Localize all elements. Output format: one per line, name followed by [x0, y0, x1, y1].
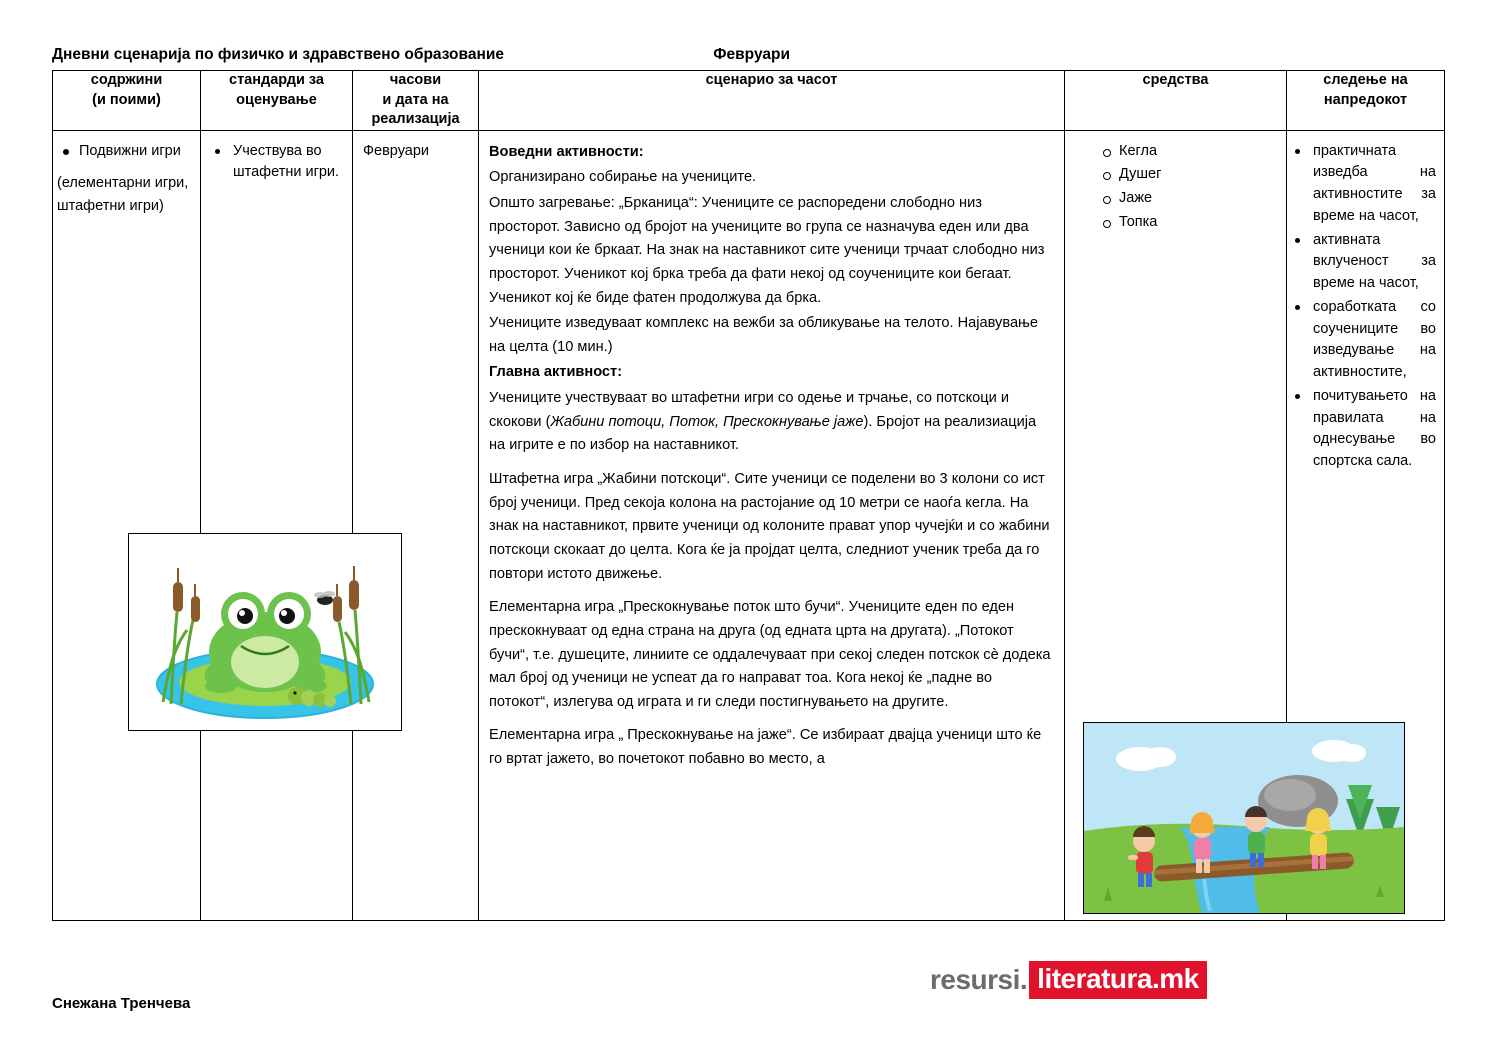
list-item: почитувањето на правилата на однесување во спортска сала. — [1291, 386, 1436, 473]
frog-illustration-image — [128, 533, 402, 731]
scenario-intro-title: Воведни активности: — [489, 143, 644, 160]
column-header-progress: следење на напредокот — [1287, 71, 1445, 131]
author-name: Снежана Тренчева — [52, 995, 191, 1012]
scenario-paragraph: Елементарна игра „ Прескокнување на јаже“. Се избираат двајца ученици што ќе го вртат јажето, во почетокот побавно во место, а — [489, 727, 1042, 768]
kids-illustration-svg — [1084, 723, 1404, 913]
scenario-main-title: Главна активност: — [489, 364, 623, 381]
table-header-row — [53, 71, 1445, 131]
scenario-paragraph: Штафетна игра „Жабини потскоци“. Сите ученици се поделени во 3 колони со ист број ученици. Пред секоја колона на растојание од 10 метри се наоѓа кегла. На знак на наставникот, првите ученици од колоните прават упор чучејќи и со жабини потскоци скокаат до целта. Кога ќе ја пројдат целта, следниот ученик треба да го повтори истото движење. — [489, 471, 1050, 582]
document-header — [52, 46, 1444, 64]
column-header-scenario: сценарио за часот — [479, 71, 1065, 131]
scenario-paragraph: Учениците изведуваат комплекс на вежби за обликување на телото. Најавување на целта (10 мин.) — [489, 315, 1039, 355]
hours-value: Февруари — [363, 142, 430, 159]
cell-hours — [353, 130, 479, 920]
scenario-main-part1: Учениците учествуваат во штафетни игри со одење и трчање, со потскоци и скокови ( — [489, 390, 1009, 430]
list-item: Топка — [1097, 212, 1278, 234]
document-title: Дневни сценарија по физичко и здравствено образование — [52, 46, 504, 63]
content-bullet-list — [57, 141, 192, 163]
list-item: соработката со соучениците во изведување на активностите, — [1291, 297, 1436, 384]
list-item: активната вклученост за време на часот, — [1291, 230, 1436, 295]
column-header-standards: стандарди за оценување — [201, 71, 353, 131]
list-item: Душег — [1097, 164, 1278, 186]
scenario-paragraph: Организирано собирање на учениците. — [489, 169, 757, 186]
scenario-main-italic: Жабини потоци, Поток, Прескокнување јаже — [550, 413, 864, 430]
frog-illustration-svg — [129, 534, 401, 730]
scenario-paragraph: Општо загревање: „Брканица“: Учениците се распоредени слободно низ просторот. Зависно од бројот на учениците во група се назначува еден или два ученици кои ќе бркаат. На знак на наставникот сите ученици трчаат слободно низ просторот. Ученикот кој брка треба да фати некој од соучениците кои бегаат. Ученикот кој ќе биде фатен продолжува да брка. — [489, 194, 1045, 306]
site-logo[interactable] — [930, 962, 1207, 998]
column-header-content: содржини (и поими) — [53, 71, 201, 131]
list-item: Учествува во штафетни игри. — [211, 141, 344, 185]
column-header-means: средства — [1065, 71, 1287, 131]
column-header-hours: часови и дата на реализација — [353, 71, 479, 131]
content-note: (елементарни игри, штафетни игри) — [57, 175, 189, 214]
scenario-paragraph: Елементарна игра „Прескокнување поток што бучи“. Учениците еден по еден прескокнуваат од една страна на друга (од едната црта на другата). „Потокот бучи“, т.е. душеците, линиите се оддалечуваат при секој следен потскок сѐ додека мал број од ученици не успеат да го направат тоа. Кога некој ќе „падне во потокот“, излегува од играта и ги следи постигнувањето на другите. — [489, 599, 1051, 710]
scenario-main-part2: ). Бројот на реализиација на игрите е по избор на наставникот. — [489, 413, 1037, 454]
list-item: Подвижни игри — [57, 141, 192, 163]
logo-part-literatura: literatura.mk — [1029, 961, 1207, 999]
document-month: Февруари — [713, 46, 790, 63]
list-item: Јаже — [1097, 188, 1278, 210]
standards-bullet-list — [211, 141, 344, 185]
cell-content — [53, 130, 201, 920]
means-bullet-list — [1097, 141, 1278, 234]
scenario-main-paragraph — [489, 387, 1056, 458]
list-item: практичната изведба на активностите за време на часот, — [1291, 141, 1436, 228]
cell-scenario — [479, 130, 1065, 920]
cell-standards — [201, 130, 353, 920]
progress-bullet-list — [1291, 141, 1436, 473]
logo-part-resursi: resursi. — [930, 964, 1028, 995]
kids-illustration-image — [1083, 722, 1405, 914]
list-item: Кегла — [1097, 141, 1278, 163]
